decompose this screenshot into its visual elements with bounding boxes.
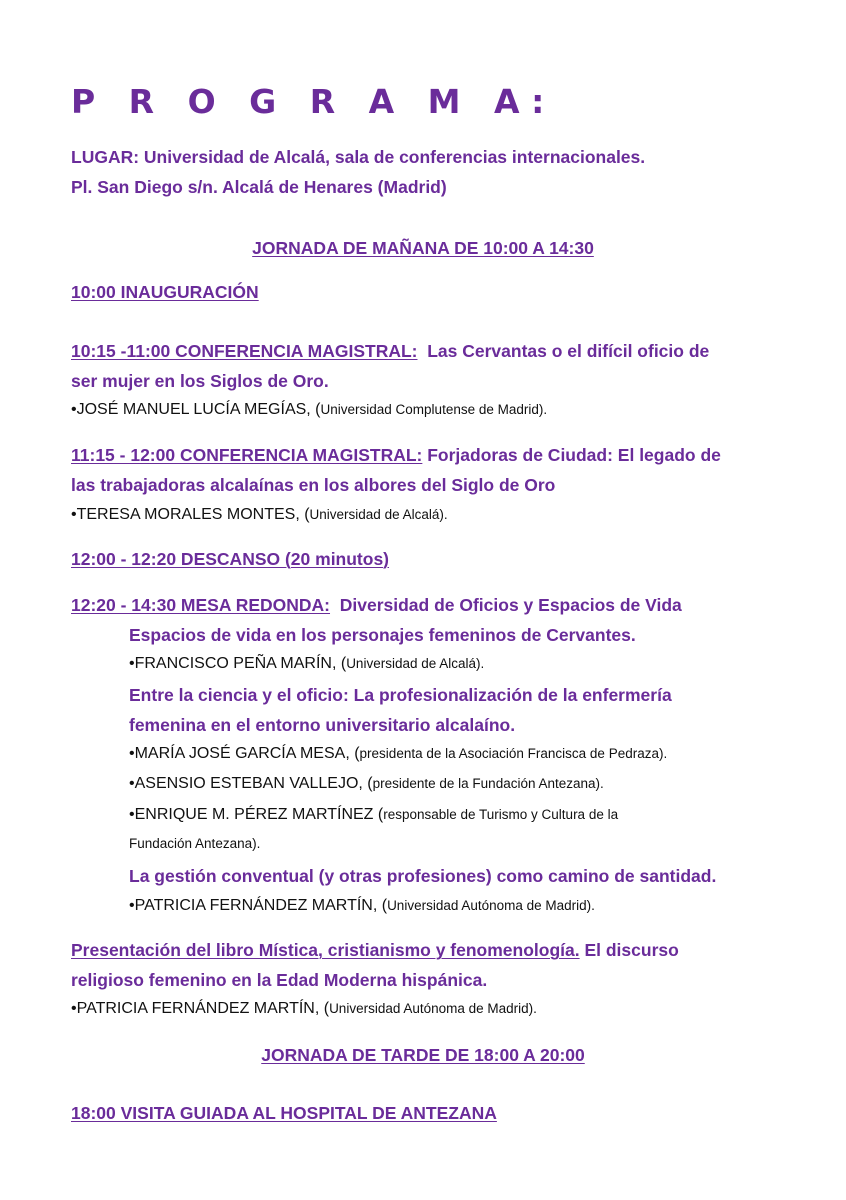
inauguration-text: 10:00 INAUGURACIÓN: [71, 282, 259, 302]
speaker-affiliation: responsable de Turismo y Cultura de la: [383, 807, 619, 822]
morning-session-header: [0, 236, 846, 260]
book-presentation-rest-b: religioso femenino en la Edad Moderna hispánica.: [71, 970, 488, 990]
talk-2-speaker-1: [129, 743, 667, 765]
speaker-name: •PATRICIA FERNÁNDEZ MARTÍN, (: [129, 897, 388, 914]
speaker-name: •ENRIQUE M. PÉREZ MARTÍNEZ (: [129, 806, 384, 823]
speaker-name: •PATRICIA FERNÁNDEZ MARTÍN, (: [71, 1000, 330, 1017]
talk-2-speaker-3: [129, 804, 618, 826]
speaker-name: •FRANCISCO PEÑA MARÍN, (: [129, 655, 347, 672]
talk-1-title: Espacios de vida en los personajes femeninos de Cervantes.: [129, 625, 636, 645]
break-item: [71, 547, 389, 571]
conference-1-title-a: Las Cervantas o el difícil oficio de: [417, 341, 710, 361]
morning-session-header-text: JORNADA DE MAÑANA DE 10:00 A 14:30: [252, 238, 594, 258]
conference-2-speaker: [71, 504, 448, 526]
round-table-time: 12:20 - 14:30 MESA REDONDA:: [71, 595, 331, 615]
guided-visit-item: [71, 1101, 497, 1125]
conference-2-heading: [71, 443, 721, 467]
venue-line-2: Pl. San Diego s/n. Alcalá de Henares (Madrid): [71, 177, 447, 197]
speaker-name: •ASENSIO ESTEBAN VALLEJO, (: [129, 775, 373, 792]
conference-1-title-b: ser mujer en los Siglos de Oro.: [71, 371, 329, 391]
speaker-name: •MARÍA JOSÉ GARCÍA MESA, (: [129, 745, 360, 762]
talk-2-speaker-3-affiliation-cont: [129, 833, 260, 855]
break-text: 12:00 - 12:20 DESCANSO (20 minutos): [71, 549, 390, 569]
conference-1-speaker: [71, 399, 547, 421]
round-table-title: Diversidad de Oficios y Espacios de Vida: [330, 595, 682, 615]
speaker-name: •TERESA MORALES MONTES, (: [71, 506, 310, 523]
book-presentation-heading: [71, 938, 679, 962]
talk-2-title-a: Entre la ciencia y el oficio: La profesionalización de la enfermería: [129, 685, 672, 705]
book-presentation-label: Presentación del libro Mística, cristianismo y fenomenología.: [71, 940, 580, 960]
inauguration-item: [71, 280, 259, 304]
speaker-affiliation: Universidad Complutense de Madrid).: [320, 402, 548, 417]
book-presentation-rest-a: El discurso: [579, 940, 679, 960]
venue-line-1: LUGAR: Universidad de Alcalá, sala de conferencias internacionales.: [71, 147, 646, 167]
conference-2-time: 11:15 - 12:00 CONFERENCIA MAGISTRAL:: [71, 445, 423, 465]
conference-2-title-b: las trabajadoras alcalaínas en los albores del Siglo de Oro: [71, 475, 556, 495]
round-table-heading: [71, 593, 682, 617]
afternoon-session-header: [0, 1043, 846, 1067]
book-presentation-speaker: [71, 998, 537, 1020]
conference-1-heading: [71, 339, 709, 363]
conference-1-time: 10:15 -11:00 CONFERENCIA MAGISTRAL:: [71, 341, 418, 361]
speaker-affiliation-continued: Fundación Antezana).: [129, 836, 261, 851]
speaker-affiliation: Universidad Autónoma de Madrid).: [387, 898, 595, 913]
talk-2-speaker-2: [129, 773, 604, 795]
talk-3-speaker: [129, 895, 595, 917]
afternoon-session-header-text: JORNADA DE TARDE DE 18:00 A 20:00: [261, 1045, 585, 1065]
speaker-affiliation: presidente de la Fundación Antezana).: [372, 776, 604, 791]
talk-3-title: La gestión conventual (y otras profesiones) como camino de santidad.: [129, 866, 717, 886]
guided-visit-text: 18:00 VISITA GUIADA AL HOSPITAL DE ANTEZANA: [71, 1103, 497, 1123]
speaker-affiliation: Universidad de Alcalá).: [346, 656, 485, 671]
speaker-affiliation: Universidad Autónoma de Madrid).: [329, 1001, 537, 1016]
talk-1-speaker: [129, 653, 484, 675]
conference-2-title-a: Forjadoras de Ciudad: El legado de: [422, 445, 721, 465]
speaker-affiliation: presidenta de la Asociación Francisca de Pedraza).: [359, 746, 668, 761]
page-title: P R O G R A M A:: [71, 82, 556, 121]
speaker-affiliation: Universidad de Alcalá).: [309, 507, 448, 522]
talk-2-title-b: femenina en el entorno universitario alcalaíno.: [129, 715, 516, 735]
speaker-name: •JOSÉ MANUEL LUCÍA MEGÍAS, (: [71, 401, 321, 418]
